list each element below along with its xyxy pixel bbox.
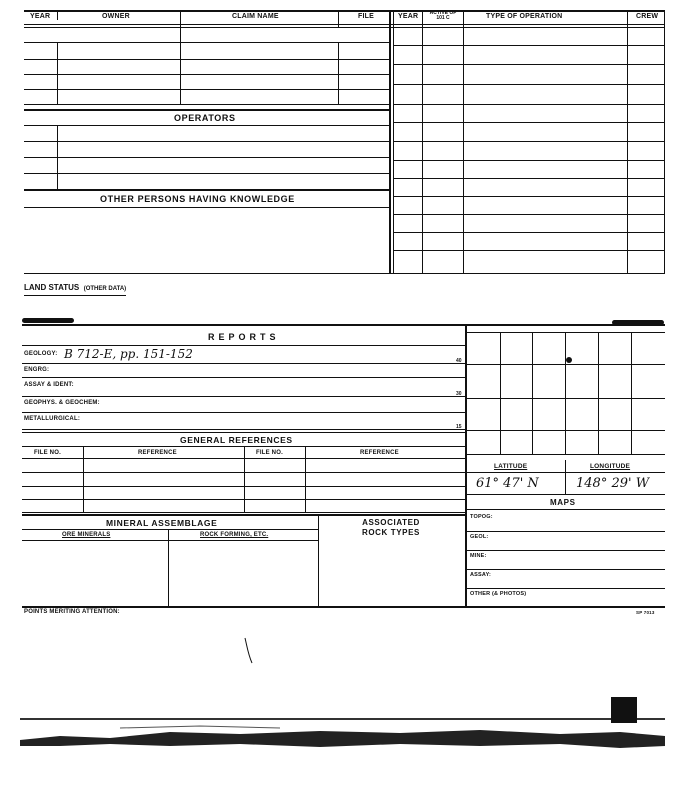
scan-noise-band: [20, 722, 665, 752]
assay-num: 30: [456, 391, 462, 397]
metallurgical-label: METALLURGICAL:: [24, 416, 81, 422]
operators-title: OPERATORS: [174, 113, 236, 123]
mineral-assemblage-title: MINERAL ASSEMBLAGE: [106, 518, 218, 528]
metallurgical-num: 15: [456, 424, 462, 430]
land-status: [24, 277, 126, 296]
geophys-label: GEOPHYS. & GEOCHEM:: [24, 400, 100, 406]
geology-label: GEOLOGY:: [24, 351, 58, 357]
maps-topog: TOPOG:: [470, 514, 493, 520]
maps-mine: MINE:: [470, 553, 487, 559]
geology-num: 40: [456, 358, 462, 364]
ref-reference-header-1: REFERENCE: [138, 450, 177, 456]
general-references-title: GENERAL REFERENCES: [180, 435, 293, 445]
ref-reference-header-2: REFERENCE: [360, 450, 399, 456]
form-number: SP 7013: [636, 610, 655, 615]
crew-header: CREW: [636, 13, 659, 20]
ore-minerals-header: ORE MINERALS: [62, 532, 111, 538]
land-status-label: LAND STATUS: [24, 283, 80, 292]
black-square: [611, 697, 637, 723]
ref-file-no-header-1: FILE NO.: [34, 450, 61, 456]
type-of-operation-header: TYPE OF OPERATION: [486, 13, 563, 20]
assay-ident-label: ASSAY & IDENT:: [24, 382, 74, 388]
maps-other: OTHER (& PHOTOS): [470, 591, 527, 597]
points-meriting-attention-label: POINTS MERITING ATTENTION:: [24, 609, 120, 615]
longitude-value: 148° 29' W: [576, 476, 650, 491]
scan-edge-line: [20, 718, 665, 720]
maps-title: MAPS: [550, 498, 576, 507]
ref-file-no-header-2: FILE NO.: [256, 450, 283, 456]
associated-rock-types-title: ASSOCIATED ROCK TYPES: [361, 518, 420, 537]
other-persons-title: OTHER PERSONS HAVING KNOWLEDGE: [100, 194, 295, 204]
ink-smudge: [22, 318, 74, 323]
claim-name-header: CLAIM NAME: [232, 13, 279, 20]
land-status-sub: (OTHER DATA): [83, 286, 127, 292]
latitude-label: LATITUDE: [494, 463, 528, 470]
location-dot: [566, 357, 572, 363]
active-header: ACTIVE OF 101 C: [429, 10, 457, 21]
rock-forming-header: ROCK FORMING, ETC.: [200, 532, 269, 538]
file-header: FILE: [358, 13, 374, 20]
longitude-label: LONGITUDE: [590, 463, 631, 470]
reports-title: REPORTS: [208, 332, 280, 342]
maps-assay: ASSAY:: [470, 572, 492, 578]
engrg-label: ENGRG:: [24, 367, 50, 373]
owner-header: OWNER: [102, 13, 130, 20]
latitude-value: 61° 47' N: [476, 476, 539, 491]
year-header: YEAR: [30, 13, 51, 20]
pen-mark: [240, 636, 260, 666]
maps-geol: GEOL:: [470, 534, 489, 540]
geology-value: B 712-E, pp. 151-152: [64, 347, 193, 361]
year2-header: YEAR: [398, 13, 419, 20]
